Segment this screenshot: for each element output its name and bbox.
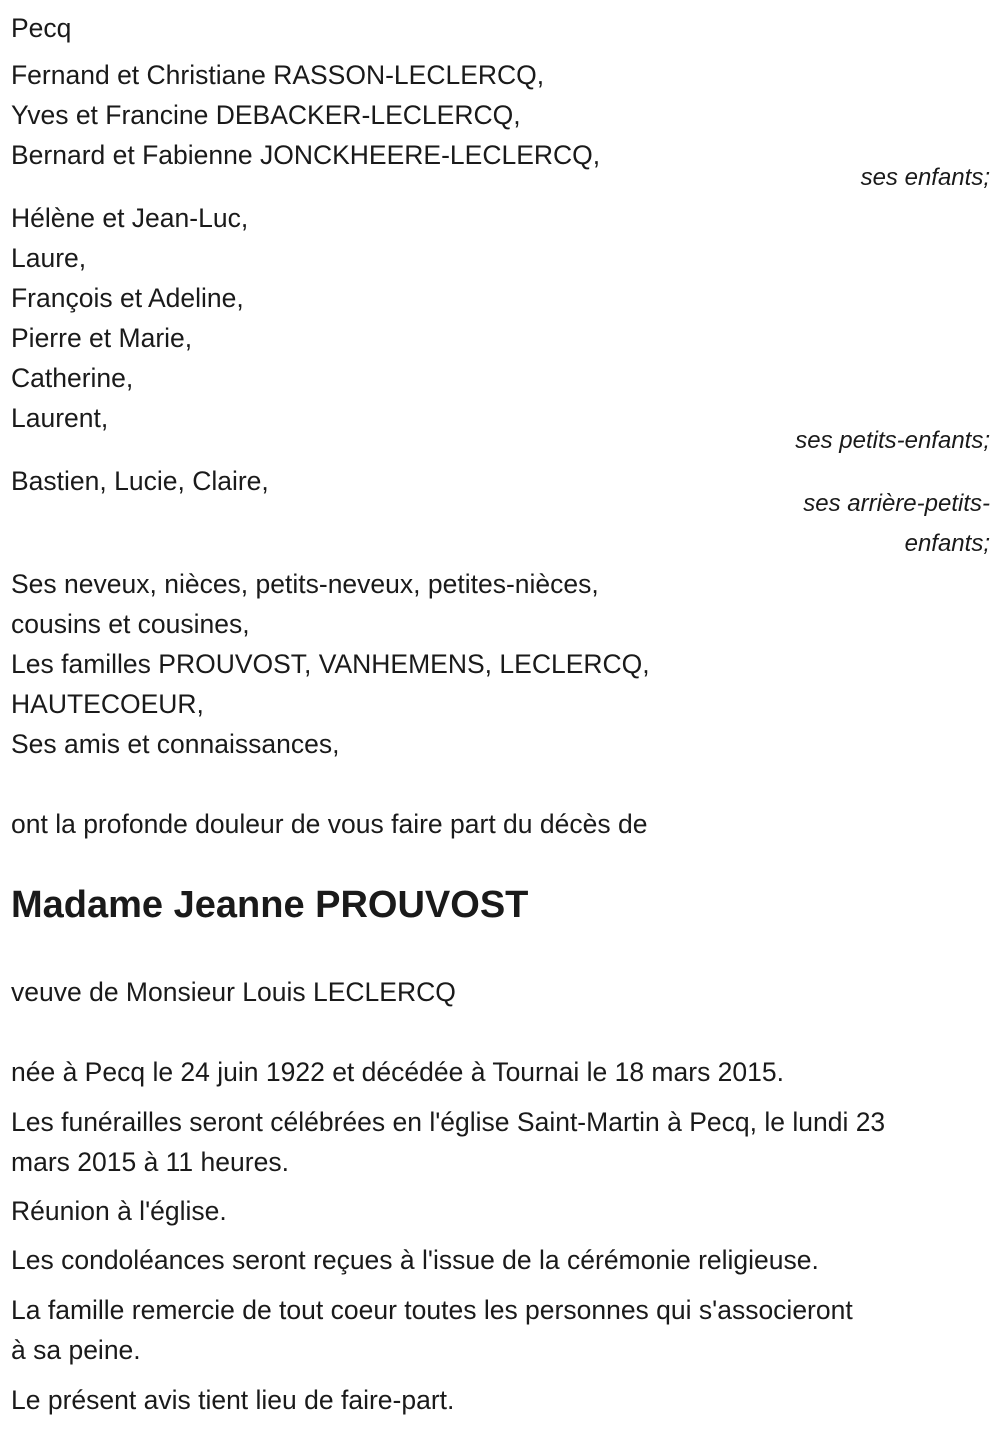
grandchild-line: Hélène et Jean-Luc, xyxy=(11,203,249,233)
child-line: Yves et Francine DEBACKER-LECLERCQ, xyxy=(11,100,521,130)
funeral-line: Les funérailles seront célébrées en l'église Saint-Martin à Pecq, le lundi 23 xyxy=(11,1107,886,1137)
great-grandchildren-label: ses arrière-petits- xyxy=(803,490,990,517)
children-label: ses enfants; xyxy=(860,164,990,191)
others-line: Ses neveux, nièces, petits-neveux, petites-nièces, xyxy=(11,569,599,599)
grandchild-line: Catherine, xyxy=(11,363,134,393)
announcement: ont la profonde douleur de vous faire part du décès de xyxy=(11,809,648,839)
place: Pecq xyxy=(11,13,72,43)
child-line: Bernard et Fabienne JONCKHEERE-LECLERCQ, xyxy=(11,140,601,170)
others-line: HAUTECOEUR, xyxy=(11,689,204,719)
grandchild-line: Laure, xyxy=(11,243,87,273)
child-line: Fernand et Christiane RASSON-LECLERCQ, xyxy=(11,60,545,90)
meeting: Réunion à l'église. xyxy=(11,1196,227,1226)
great-grandchildren: Bastien, Lucie, Claire, xyxy=(11,466,269,496)
deceased-name: Madame Jeanne PROUVOST xyxy=(11,884,529,926)
grandchild-line: Pierre et Marie, xyxy=(11,323,193,353)
grandchild-line: Laurent, xyxy=(11,403,109,433)
funeral-line: mars 2015 à 11 heures. xyxy=(11,1147,289,1177)
others-line: Ses amis et connaissances, xyxy=(11,729,340,759)
grandchild-line: François et Adeline, xyxy=(11,283,244,313)
others-line: cousins et cousines, xyxy=(11,609,250,639)
others-line: Les familles PROUVOST, VANHEMENS, LECLERCQ, xyxy=(11,649,650,679)
condolences: Les condoléances seront reçues à l'issue de la cérémonie religieuse. xyxy=(11,1245,819,1275)
birth-death: née à Pecq le 24 juin 1922 et décédée à Tournai le 18 mars 2015. xyxy=(11,1057,784,1087)
notice: Le présent avis tient lieu de faire-part. xyxy=(11,1385,455,1415)
thanks-line: à sa peine. xyxy=(11,1335,141,1365)
grandchildren-label: ses petits-enfants; xyxy=(795,427,990,454)
widow-of: veuve de Monsieur Louis LECLERCQ xyxy=(11,977,456,1007)
great-grandchildren-label: enfants; xyxy=(904,530,990,557)
thanks-line: La famille remercie de tout coeur toutes les personnes qui s'associeront xyxy=(11,1295,853,1325)
